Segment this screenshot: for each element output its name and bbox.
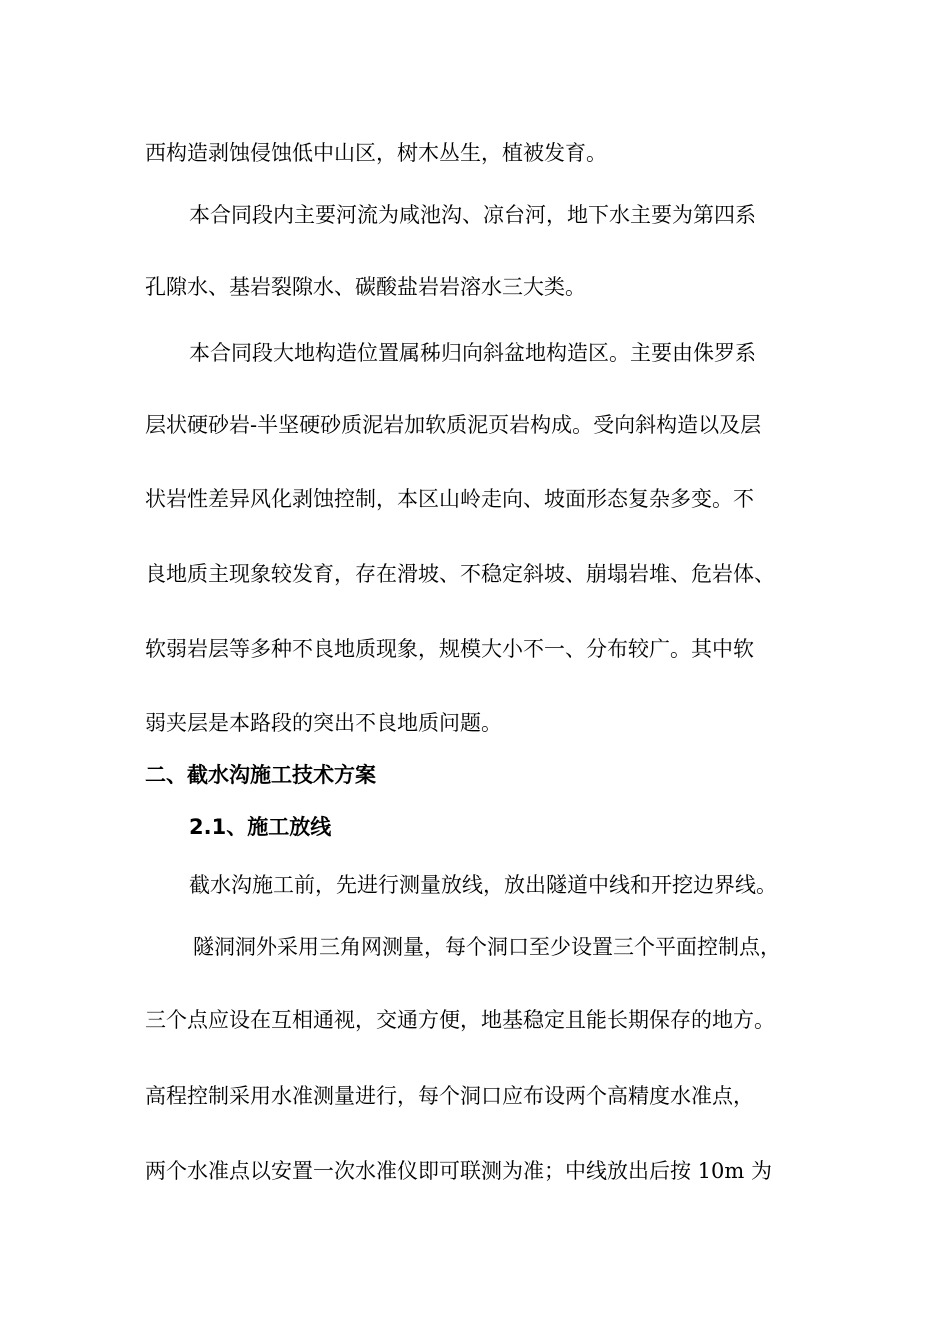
paragraph-line: 三个点应设在互相通视，交通方便，地基稳定且能长期保存的地方。 [145,1008,775,1032]
paragraph-line: 隧洞洞外采用三角网测量，每个洞口至少设置三个平面控制点， [193,935,781,959]
paragraph-line: 层状硬砂岩-半坚硬砂质泥岩加软质泥页岩构成。受向斜构造以及层 [145,413,762,437]
paragraph-line: 弱夹层是本路段的突出不良地质问题。 [145,711,502,735]
paragraph-line: 软弱岩层等多种不良地质现象，规模大小不一、分布较广。其中软 [145,637,754,661]
paragraph-line: 孔隙水、基岩裂隙水、碳酸盐岩岩溶水三大类。 [145,275,586,299]
subsection-heading: 2.1、施工放线 [189,815,332,839]
paragraph-line: 两个水准点以安置一次水准仪即可联测为准；中线放出后按 10m 为 [145,1159,772,1183]
section-heading: 二、截水沟施工技术方案 [145,763,376,787]
paragraph-line: 高程控制采用水准测量进行，每个洞口应布设两个高精度水准点， [145,1084,754,1108]
paragraph-line: 状岩性差异风化剥蚀控制，本区山岭走向、坡面形态复杂多变。不 [145,487,754,511]
paragraph-line: 本合同段大地构造位置属秭归向斜盆地构造区。主要由侏罗系 [189,341,756,365]
paragraph-line: 截水沟施工前，先进行测量放线，放出隧道中线和开挖边界线。 [189,873,777,897]
paragraph-line: 本合同段内主要河流为咸池沟、凉台河，地下水主要为第四系 [189,203,756,227]
paragraph-line: 西构造剥蚀侵蚀低中山区，树木丛生，植被发育。 [145,141,607,165]
paragraph-line: 良地质主现象较发育，存在滑坡、不稳定斜坡、崩塌岩堆、危岩体、 [145,562,775,586]
